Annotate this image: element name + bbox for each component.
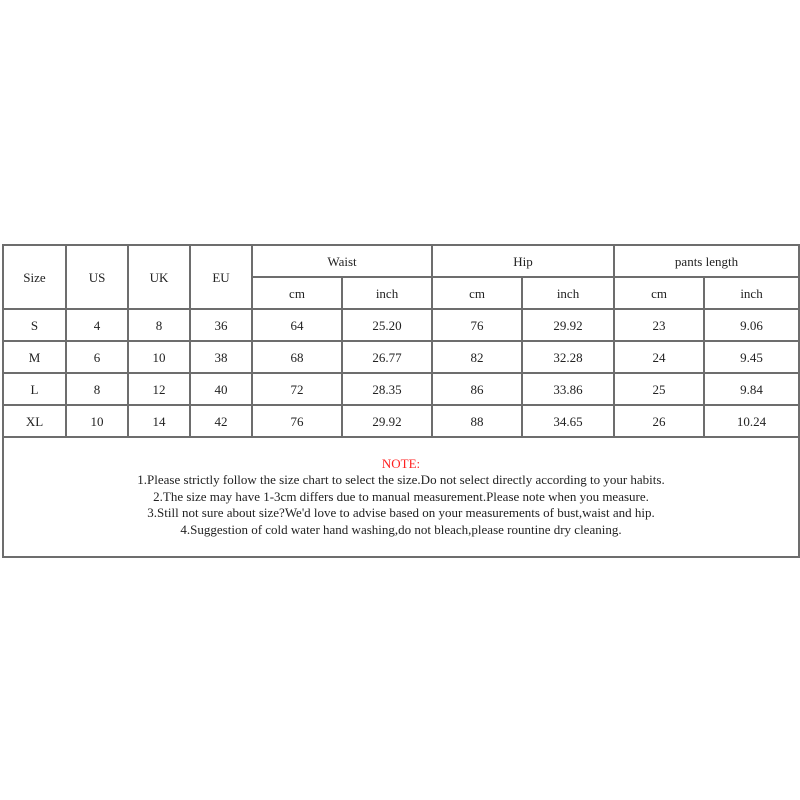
cell-length-inch: 10.24 <box>704 405 799 437</box>
cell-waist-inch: 28.35 <box>342 373 432 405</box>
cell-waist-inch: 26.77 <box>342 341 432 373</box>
cell-length-cm: 25 <box>614 373 704 405</box>
cell-us: 10 <box>66 405 128 437</box>
header-hip: Hip <box>432 245 614 277</box>
unit-length-cm: cm <box>614 277 704 309</box>
cell-eu: 36 <box>190 309 252 341</box>
header-uk: UK <box>128 245 190 309</box>
cell-hip-inch: 33.86 <box>522 373 614 405</box>
cell-us: 4 <box>66 309 128 341</box>
note-line-4: 4.Suggestion of cold water hand washing,do not bleach,please rountine dry cleaning. <box>180 521 622 537</box>
note-line-2: 2.The size may have 1-3cm differs due to manual measurement.Please note when you measure. <box>153 488 649 504</box>
cell-length-inch: 9.06 <box>704 309 799 341</box>
cell-hip-cm: 82 <box>432 341 522 373</box>
cell-uk: 8 <box>128 309 190 341</box>
header-us: US <box>66 245 128 309</box>
size-chart-table <box>2 244 800 558</box>
unit-hip-inch: inch <box>522 277 614 309</box>
table-row <box>3 309 799 341</box>
cell-waist-inch: 25.20 <box>342 309 432 341</box>
unit-waist-inch: inch <box>342 277 432 309</box>
note-cell <box>3 437 799 557</box>
header-size: Size <box>3 245 66 309</box>
table-row <box>3 405 799 437</box>
cell-size: L <box>3 373 66 405</box>
unit-waist-cm: cm <box>252 277 342 309</box>
cell-length-cm: 23 <box>614 309 704 341</box>
cell-waist-cm: 68 <box>252 341 342 373</box>
note-title: NOTE: <box>381 456 421 471</box>
cell-waist-cm: 76 <box>252 405 342 437</box>
cell-eu: 38 <box>190 341 252 373</box>
table-row <box>3 341 799 373</box>
cell-hip-cm: 88 <box>432 405 522 437</box>
cell-length-inch: 9.45 <box>704 341 799 373</box>
cell-waist-inch: 29.92 <box>342 405 432 437</box>
header-pants-length: pants length <box>614 245 799 277</box>
cell-uk: 14 <box>128 405 190 437</box>
cell-hip-cm: 86 <box>432 373 522 405</box>
cell-waist-cm: 72 <box>252 373 342 405</box>
cell-eu: 40 <box>190 373 252 405</box>
unit-hip-cm: cm <box>432 277 522 309</box>
cell-length-cm: 24 <box>614 341 704 373</box>
header-row <box>3 245 799 277</box>
cell-length-cm: 26 <box>614 405 704 437</box>
cell-hip-cm: 76 <box>432 309 522 341</box>
cell-hip-inch: 32.28 <box>522 341 614 373</box>
cell-us: 8 <box>66 373 128 405</box>
note-line-1: 1.Please strictly follow the size chart to select the size.Do not select directly according to your habits. <box>137 472 665 487</box>
cell-eu: 42 <box>190 405 252 437</box>
note-row <box>3 437 799 557</box>
table-row <box>3 373 799 405</box>
cell-size: S <box>3 309 66 341</box>
cell-size: XL <box>3 405 66 437</box>
cell-hip-inch: 34.65 <box>522 405 614 437</box>
header-waist: Waist <box>252 245 432 277</box>
cell-length-inch: 9.84 <box>704 373 799 405</box>
cell-us: 6 <box>66 341 128 373</box>
cell-uk: 12 <box>128 373 190 405</box>
note-line-3: 3.Still not sure about size?We'd love to advise based on your measurements of bust,waist and hip. <box>147 505 655 520</box>
cell-hip-inch: 29.92 <box>522 309 614 341</box>
cell-waist-cm: 64 <box>252 309 342 341</box>
cell-uk: 10 <box>128 341 190 373</box>
unit-length-inch: inch <box>704 277 799 309</box>
header-eu: EU <box>190 245 252 309</box>
cell-size: M <box>3 341 66 373</box>
